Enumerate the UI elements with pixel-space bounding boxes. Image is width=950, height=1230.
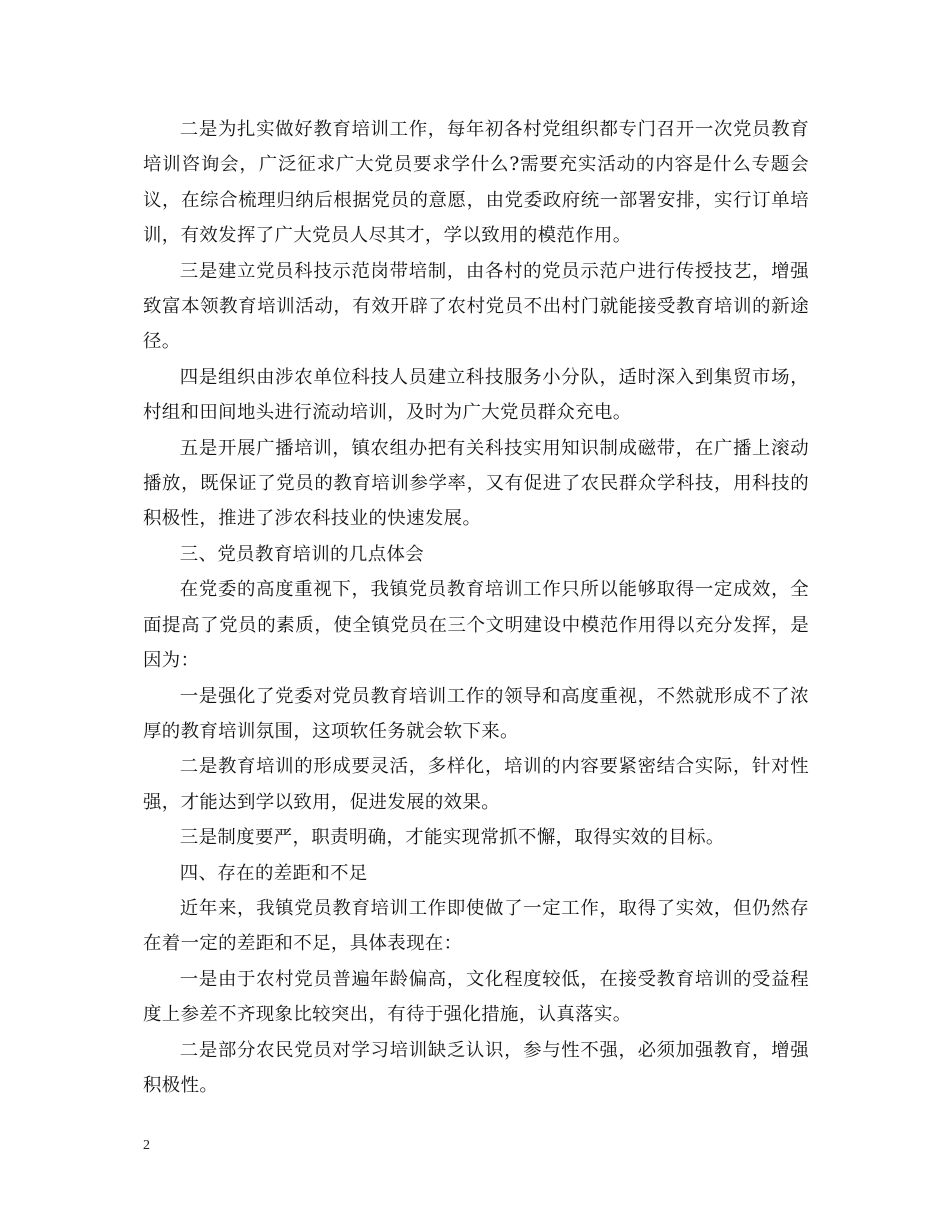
paragraph: 四是组织由涉农单位科技人员建立科技服务小分队，适时深入到集贸市场，村组和田间地头进行流动培训，及时为广大党员群众充电。	[143, 366, 809, 424]
paragraph: 二是教育培训的形成要灵活，多样化，培训的内容要紧密结合实际，针对性强，才能达到学以致用，促进发展的效果。	[143, 756, 809, 813]
section-heading: 四、存在的差距和不足	[179, 862, 368, 884]
page-number: 2	[143, 1138, 150, 1153]
paragraph: 一是强化了党委对党员教育培训工作的领导和高度重视，不然就形成不了浓厚的教育培训氛围，这项软任务就会软下来。	[143, 685, 809, 742]
paragraph: 近年来，我镇党员教育培训工作即使做了一定工作，取得了实效，但仍然存在着一定的差距和不足，具体表现在：	[143, 897, 809, 955]
paragraph: 三是建立党员科技示范岗带培制，由各村的党员示范户进行传授技艺，增强致富本领教育培训活动，有效开辟了农村党员不出村门就能接受教育培训的新途径。	[143, 260, 809, 353]
paragraph: 二是为扎实做好教育培训工作，每年初各村党组织都专门召开一次党员教育培训咨询会，广泛征求广大党员要求学什么?需要充实活动的内容是什么专题会议，在综合梳理归纳后根据党员的意愿，由党委政府统一部署安排，实行订单培训，有效发挥了广大党员人尽其才，学以致用的模范作用。	[143, 119, 809, 247]
paragraph: 一是由于农村党员普遍年龄偏高，文化程度较低，在接受教育培训的受益程度上参差不齐现象比较突出，有待于强化措施，认真落实。	[143, 968, 809, 1026]
document-body	[143, 112, 809, 1103]
paragraph: 三是制度要严，职责明确，才能实现常抓不懈，取得实效的目标。	[179, 827, 725, 849]
paragraph: 在党委的高度重视下，我镇党员教育培训工作只所以能够取得一定成效，全面提高了党员的素质，使全镇党员在三个文明建设中模范作用得以充分发挥，是因为：	[143, 579, 809, 672]
section-heading: 三、党员教育培训的几点体会	[179, 543, 425, 565]
paragraph: 五是开展广播培训，镇农组办把有关科技实用知识制成磁带，在广播上滚动播放，既保证了党员的教育培训参学率，又有促进了农民群众学科技，用科技的积极性，推进了涉农科技业的快速发展。	[143, 437, 809, 530]
paragraph: 二是部分农民党员对学习培训缺乏认识，参与性不强，必须加强教育，增强积极性。	[143, 1039, 809, 1096]
